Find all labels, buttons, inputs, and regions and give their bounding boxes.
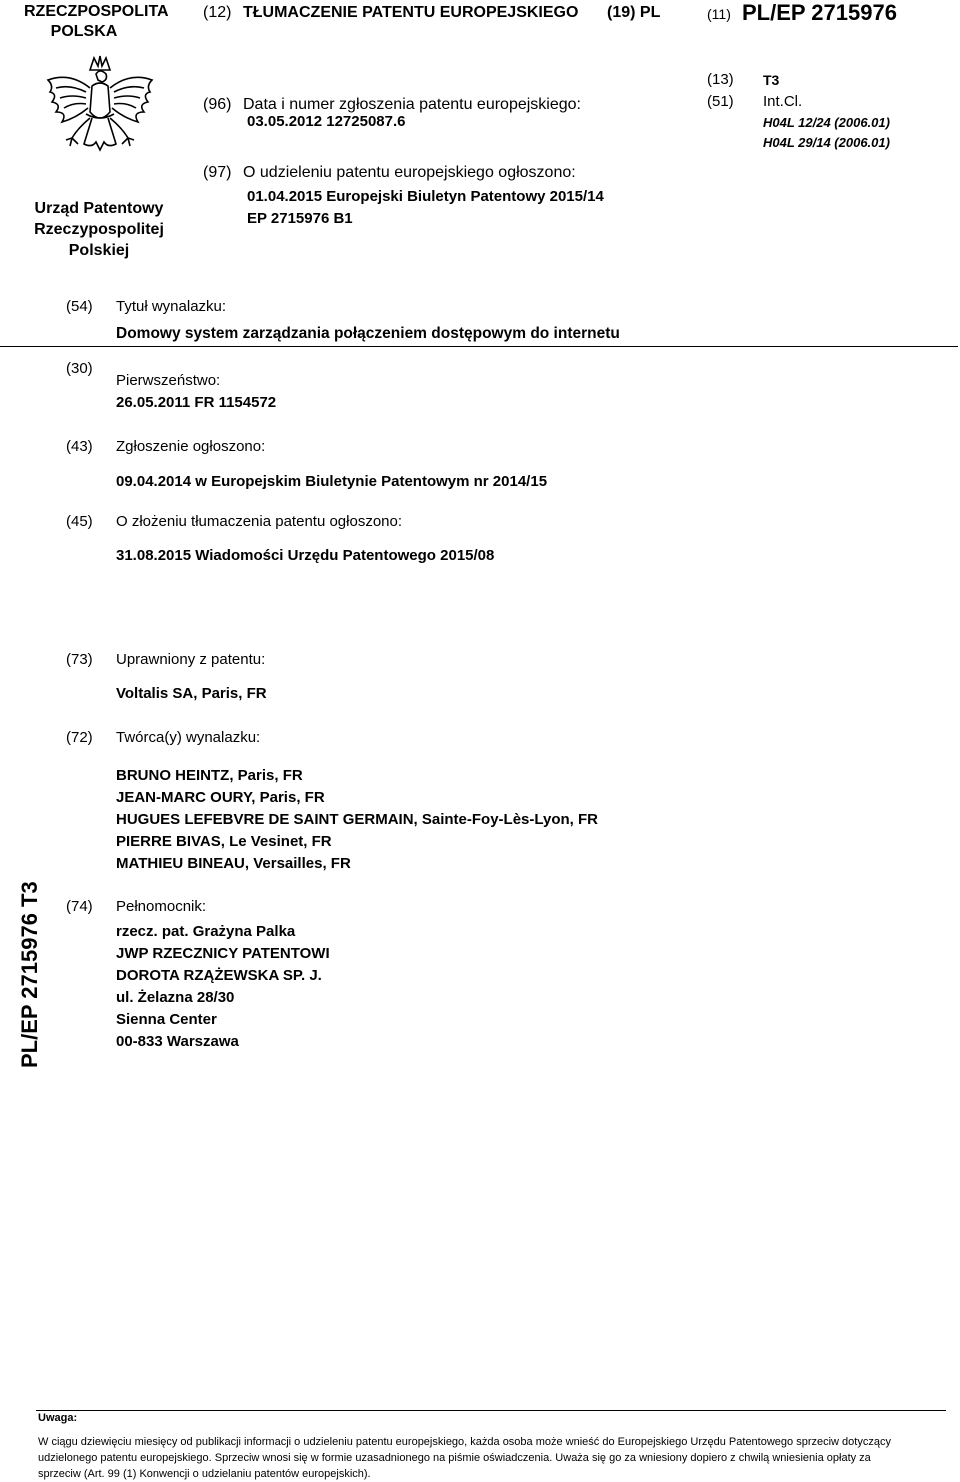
label-45: O złożeniu tłumaczenia patentu ogłoszono: — [116, 513, 403, 530]
attorney-line: DOROTA RZĄŻEWSKA SP. J. — [116, 967, 322, 984]
value-96: 03.05.2012 12725087.6 — [247, 113, 406, 130]
value-73: Voltalis SA, Paris, FR — [116, 685, 267, 702]
attorney-line: 00-833 Warszawa — [116, 1033, 239, 1050]
value-97-line-2: EP 2715976 B1 — [247, 210, 353, 227]
country-name — [24, 2, 169, 42]
value-30: 26.05.2011 FR 1154572 — [116, 394, 277, 411]
office-line-1: Urząd Patentowy — [34, 200, 164, 217]
office-line-2: Rzeczypospolitej — [34, 221, 164, 238]
code-54: (54) — [66, 298, 93, 315]
side-label-container — [16, 868, 46, 1068]
inventor: MATHIEU BINEAU, Versailles, FR — [116, 855, 351, 872]
eagle-emblem-icon — [40, 52, 160, 182]
country-line-1: RZECZPOSPOLITA — [24, 3, 169, 20]
value-43: 09.04.2014 w Europejskim Biuletynie Patentowym nr 2014/15 — [116, 473, 548, 490]
inventors-list — [116, 765, 598, 875]
inventor: HUGUES LEFEBVRE DE SAINT GERMAIN, Sainte-Foy-Lès-Lyon, FR — [116, 811, 598, 828]
patent-number: PL/EP 2715976 — [742, 0, 897, 25]
label-43: Zgłoszenie ogłoszono: — [116, 438, 266, 455]
attorney-line: Sienna Center — [116, 1011, 217, 1028]
label-54: Tytuł wynalazku: — [116, 298, 227, 315]
attorney-line: rzecz. pat. Grażyna Palka — [116, 923, 296, 940]
attorney-line: ul. Żelazna 28/30 — [116, 989, 235, 1006]
footer-line: udzielonego patentu europejskiego. Sprzeciw wnosi się w formie uzasadnionego na piśmie oświadczenia. Uważa się go za wniesiony dopiero z chwilą wniesienia opłaty za — [38, 1452, 871, 1464]
footer-line: W ciągu dziewięciu miesięcy od publikacji informacji o udzieleniu patentu europejskiego, każda osoba może wnieść do Europejskiego Urzędu Patentowego sprzeciw dotyczący — [38, 1436, 891, 1448]
code-19: (19) PL — [607, 4, 661, 21]
attorney-line: JWP RZECZNICY PATENTOWI — [116, 945, 330, 962]
code-12: (12) — [203, 4, 232, 21]
footer-divider — [36, 1410, 946, 1411]
label-51: Int.Cl. — [763, 93, 803, 110]
document-type: TŁUMACZENIE PATENTU EUROPEJSKIEGO — [243, 4, 579, 21]
title-divider — [0, 346, 958, 347]
footer-notice — [38, 1434, 891, 1482]
inventor: JEAN-MARC OURY, Paris, FR — [116, 789, 325, 806]
footer-line: sprzeciw (Art. 99 (1) Konwencji o udzielaniu patentów europejskich). — [38, 1468, 371, 1480]
office-line-3: Polskiej — [68, 242, 130, 259]
code-96: (96) — [203, 96, 232, 113]
code-30: (30) — [66, 360, 93, 377]
label-96: Data i numer zgłoszenia patentu europejskiego: — [243, 96, 581, 113]
label-74: Pełnomocnik: — [116, 898, 207, 915]
inventor: BRUNO HEINTZ, Paris, FR — [116, 767, 303, 784]
value-97-line-1: 01.04.2015 Europejski Biuletyn Patentowy 2015/14 — [247, 188, 604, 205]
code-97: (97) — [203, 164, 232, 181]
label-97: O udzieleniu patentu europejskiego ogłoszono: — [243, 164, 576, 181]
office-name — [24, 198, 174, 261]
code-45: (45) — [66, 513, 93, 530]
attorney-block — [116, 921, 330, 1053]
inventor: PIERRE BIVAS, Le Vesinet, FR — [116, 833, 332, 850]
footer-title: Uwaga: — [38, 1412, 78, 1424]
ipc-class-2: H04L 29/14 (2006.01) — [763, 135, 890, 150]
side-patent-label: PL/EP 2715976 T3 — [17, 881, 42, 1068]
code-43: (43) — [66, 438, 93, 455]
invention-title: Domowy system zarządzania połączeniem dostępowym do internetu — [116, 325, 620, 342]
code-72: (72) — [66, 729, 93, 746]
code-13: (13) — [707, 71, 734, 88]
code-74: (74) — [66, 898, 93, 915]
code-73: (73) — [66, 651, 93, 668]
code-51: (51) — [707, 93, 734, 110]
value-45: 31.08.2015 Wiadomości Urzędu Patentowego 2015/08 — [116, 547, 495, 564]
ipc-class-1: H04L 12/24 (2006.01) — [763, 115, 890, 130]
kind-code: T3 — [763, 72, 780, 88]
code-11: (11) — [707, 6, 731, 22]
label-73: Uprawniony z patentu: — [116, 651, 266, 668]
country-line-2: POLSKA — [50, 23, 118, 40]
label-72: Twórca(y) wynalazku: — [116, 729, 261, 746]
label-30: Pierwszeństwo: — [116, 372, 221, 389]
